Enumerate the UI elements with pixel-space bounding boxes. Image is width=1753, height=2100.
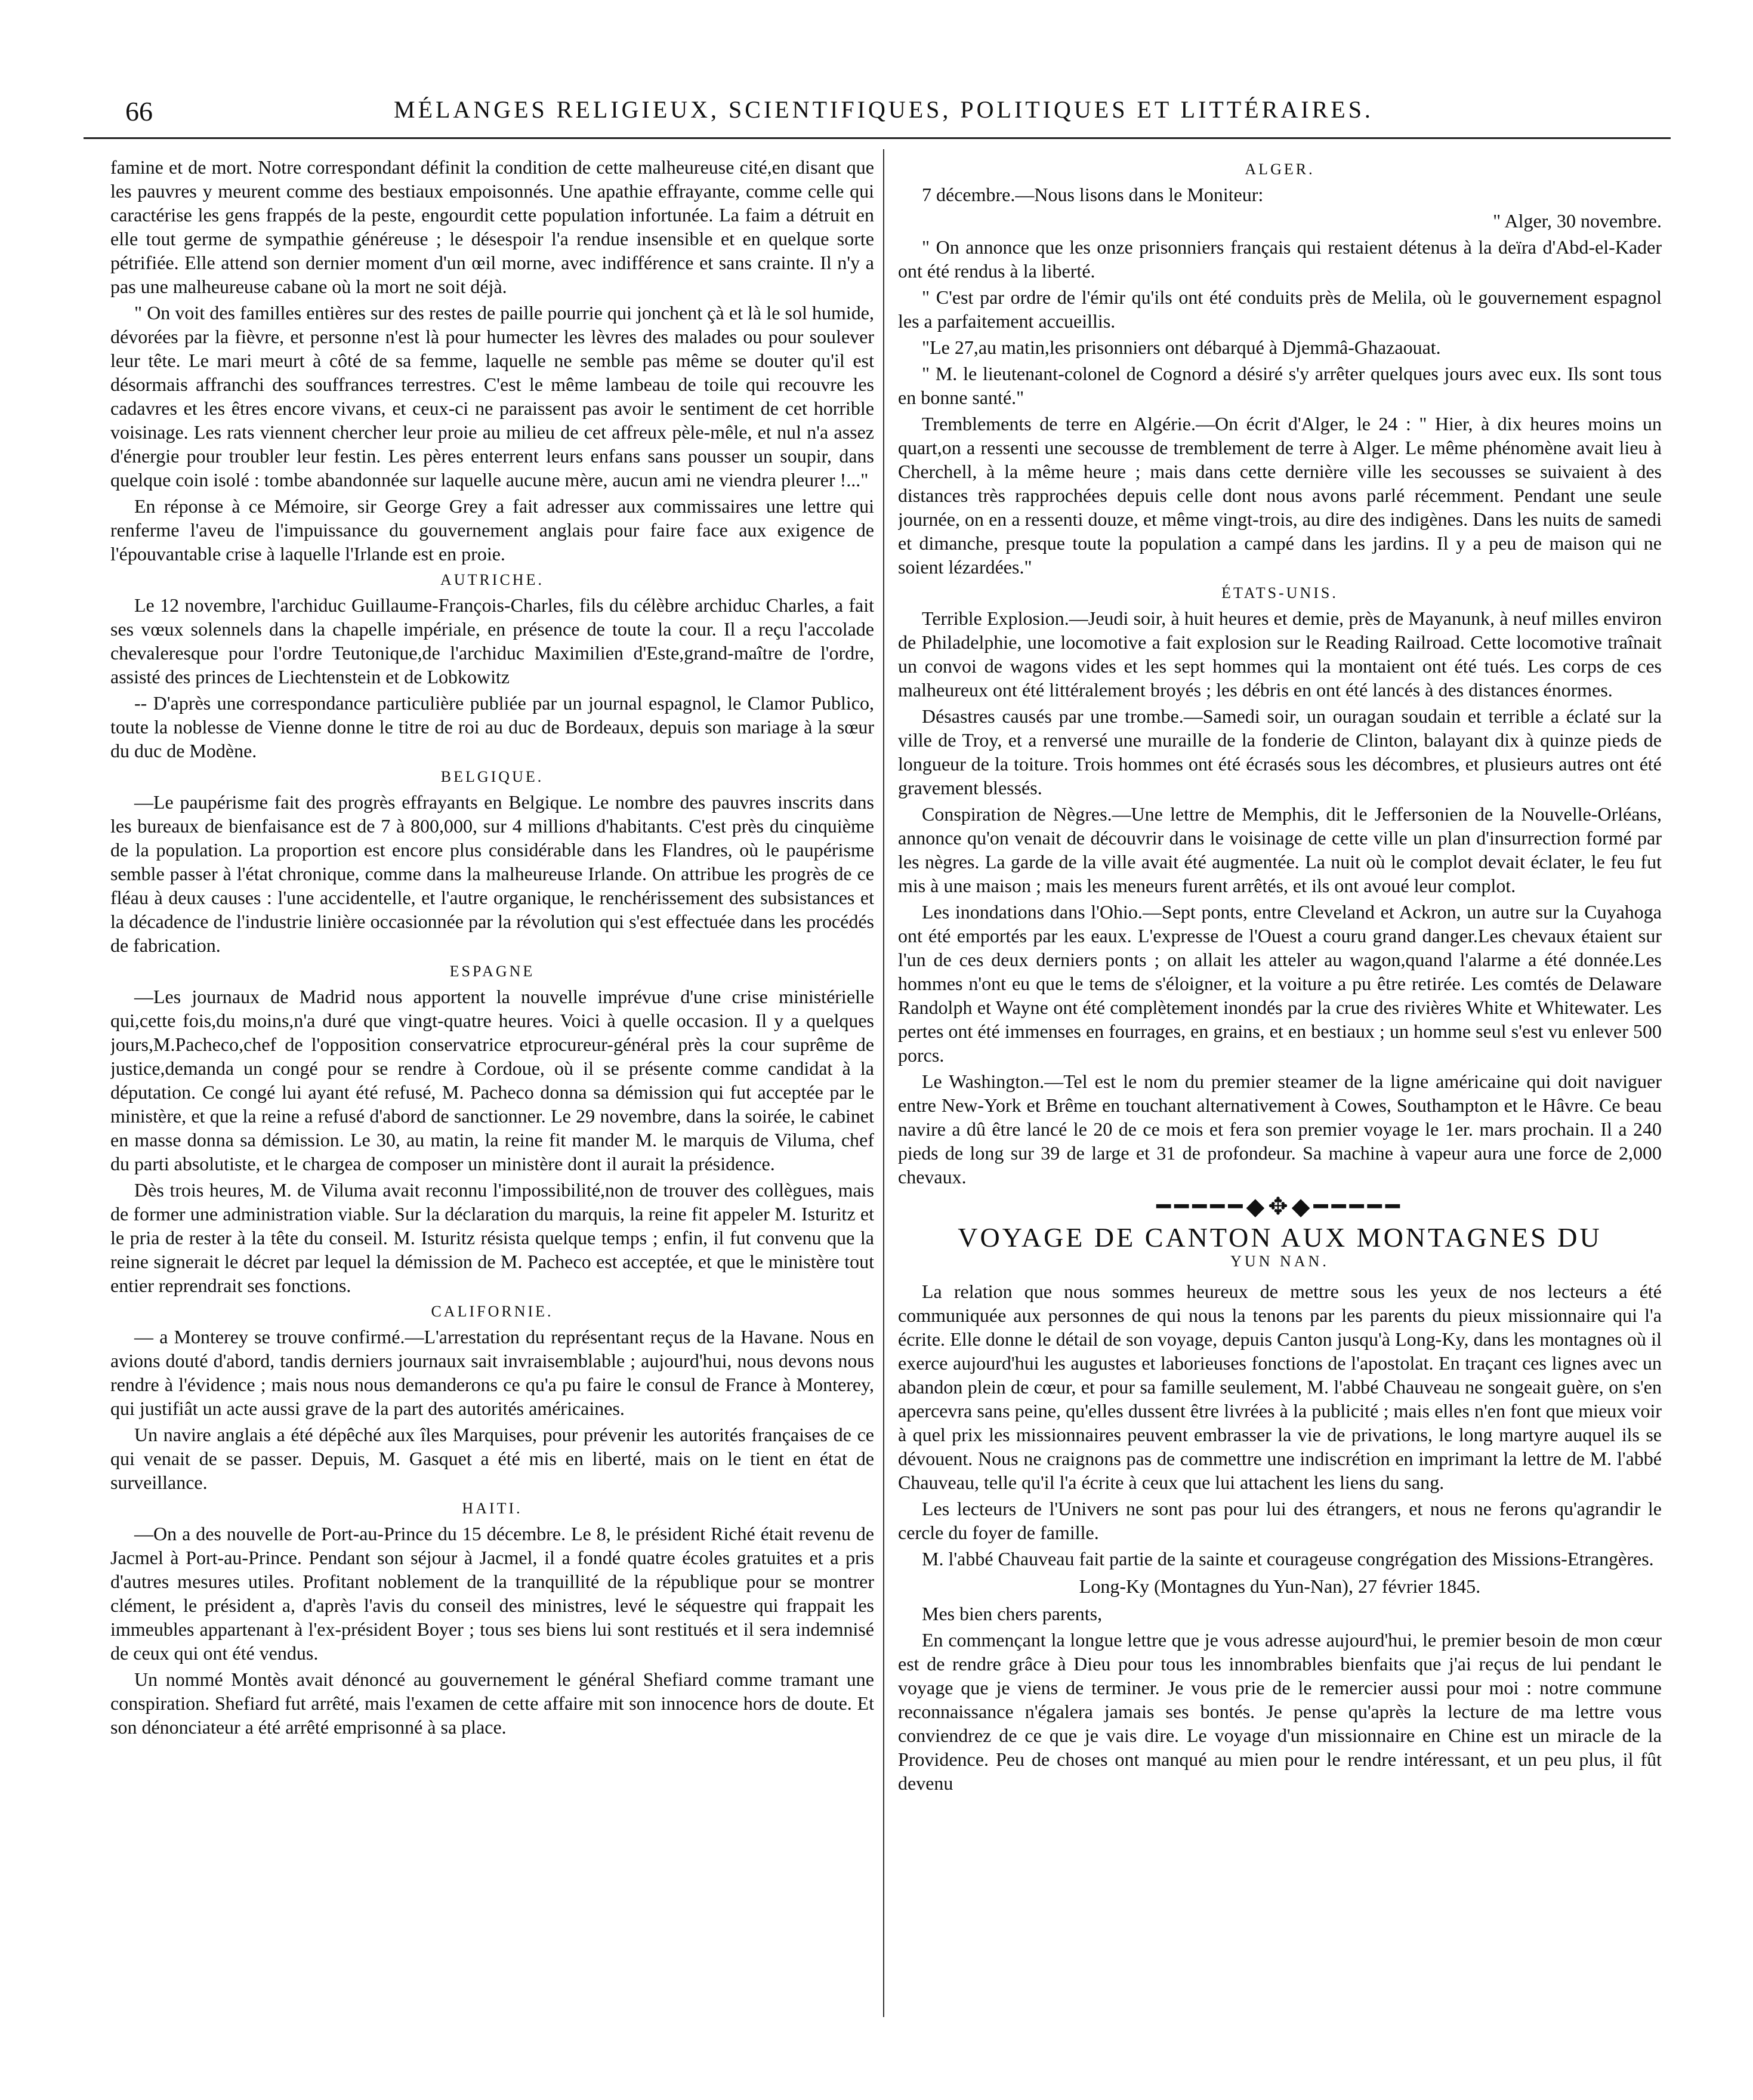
paragraph: " On annonce que les onze prisonniers français qui restaient détenus à la deïra d'Abd-el-Kader ont été rendus à la liberté. bbox=[898, 236, 1662, 282]
left-column bbox=[110, 155, 874, 2017]
paragraph: 7 décembre.—Nous lisons dans le Moniteur: bbox=[922, 184, 1264, 205]
paragraph: —On a des nouvelle de Port-au-Prince du 15 décembre. Le 8, le président Riché était revenu de Jacmel à Port-au-Prince. Pendant son séjour à Jacmel, il a fondé quatre écoles gratuites et a pris d'autres mesures utiles. Profitant noblement de la tranquillité de la république pour se montrer clément, le président a, d'après l'avis du conseil des ministres, levé le séquestre qui frappait les immeubles appartenant à l'ex-président Boyer ; tous ses biens lui sont restitués et il sera indemnisé de ceux qui ont été vendus. bbox=[110, 1523, 874, 1664]
paragraph: -- D'après une correspondance particulière publiée par un journal espagnol, le Clamor Publico, toute la noblesse de Vienne donne le titre de roi au duc de Bordeaux, depuis son mariage à la sœur du duc de Modène. bbox=[110, 692, 874, 761]
letter-dateline: Long-Ky (Montagnes du Yun-Nan), 27 février 1845. bbox=[1079, 1575, 1481, 1597]
paragraph: " On voit des familles entières sur des restes de paille pourrie qui jonchent çà et là le sol humide, dévorées par la fièvre, et personne n'est là pour humecter les lèvres des malades ou pour soulever leur tête. Le mari meurt à côté de sa femme, laquelle ne semble pas même se douter qu'il est désormais affranchi des souffrances terrestres. C'est le même lambeau de toile qui recouvre les cadavres et les êtres encore vivans, et ceux-ci ne paraissent pas avoir le sentiment de cet horrible voisinage. Les rats viennent chercher leur proie au milieu de cet affreux pèle-mêle, et nul n'a assez d'énergie pour troubler leur festin. Les pères enterrent leurs enfans sans pousser un soupir, dans quelque coin isolé : tombe abandonnée sur laquelle aucune mère, aucun ami ne viendra pleurer !..." bbox=[110, 302, 874, 491]
paragraph: Les lecteurs de l'Univers ne sont pas pour lui des étrangers, et nous ne ferons qu'agrandir le cercle du foyer de famille. bbox=[898, 1498, 1662, 1543]
paragraph: "Le 27,au matin,les prisonniers ont débarqué à Djemmâ-Ghazaouat. bbox=[922, 337, 1441, 358]
paragraph: " C'est par ordre de l'émir qu'ils ont été conduits près de Melila, où le gouvernement espagnol les a parfaitement accueillis. bbox=[898, 286, 1662, 332]
ornamental-divider: ━━━━━◆✥◆━━━━━ bbox=[1156, 1193, 1403, 1220]
paragraph: En réponse à ce Mémoire, sir George Grey a fait adresser aux commissaires une lettre qui renferme l'aveu de l'impuissance du gouvernement anglais pour faire face aux exigence de l'épouvantable crise à laquelle l'Irlande est en proie. bbox=[110, 495, 874, 565]
paragraph: famine et de mort. Notre correspondant définit la condition de cette malheureuse cité,en disant que les pauvres y meurent comme des bestiaux empoisonnés. Une apathie effrayante, comme celle qui caractérise les gens frappés de la peste, engourdit cette population infortunée. La faim a détruit en elle tout germe de sympathie généreuse ; le désespoir l'a rendue insensible et en quelque sorte pétrifiée. Elle attend son dernier moment d'un œil morne, avec indifférence et sans crainte. Il n'y a pas une malheureuse cabane où la mort ne soit déjà. bbox=[110, 156, 874, 297]
paragraph: " M. le lieutenant-colonel de Cognord a désiré s'y arrêter quelques jours avec eux. Ils sont tous en bonne santé." bbox=[898, 363, 1662, 408]
article-title: VOYAGE DE CANTON AUX MONTAGNES DU bbox=[958, 1222, 1602, 1253]
page-header bbox=[84, 90, 1671, 139]
section-heading: AUTRICHE. bbox=[440, 571, 544, 588]
section-heading: ÉTATS-UNIS. bbox=[1221, 584, 1338, 602]
paragraph: Les inondations dans l'Ohio.—Sept ponts, entre Cleveland et Ackron, un autre sur la Cuyahoga ont été emportés par les eaux. L'expresse de l'Ouest a couru grand danger.Les chevaux étaient sur l'un de ces deux derniers ponts ; on allait les atteler au wagon,quand l'alarme a été donnée.Les hommes n'ont eu que le tems de s'éloigner, et la voiture a pu être retirée. Les comtés de Delaware Randolph et Wayne ont été complètement inondés par la crue des rivières White et Whitewater. Les pertes ont été immenses en fourrages, en grains, et en bestiaux ; un homme seul s'est vu enlever 500 porcs. bbox=[898, 901, 1662, 1066]
paragraph: Un navire anglais a été dépêché aux îles Marquises, pour prévenir les autorités françaises de ce qui venait de se passer. Depuis, M. Gasquet a été mis en liberté, mais on le tient en état de surveillance. bbox=[110, 1424, 874, 1493]
paragraph: Terrible Explosion.—Jeudi soir, à huit heures et demie, près de Mayanunk, à neuf milles environ de Philadelphie, une locomotive a fait explosion sur le Reading Railroad. Cette locomotive traînait un convoi de wagons vides et les sept hommes qui la montaient ont été tués. Les corps de ces malheureux ont été littéralement broyés ; les débris en ont été lancés à des distances énormes. bbox=[898, 608, 1662, 701]
section-heading: BELGIQUE. bbox=[440, 768, 544, 785]
paragraph: Dès trois heures, M. de Viluma avait reconnu l'impossibilité,non de trouver des collègues, mais de former une administration viable. Sur la déclaration du marquis, la reine fit appeler M. Isturitz et le pria de rester à la tête du conseil. M. Isturitz résista quelque temps ; enfin, il fut convenu que la reine signerait le décret par lequel la démission de M. Pacheco est acceptée, et que le ministère tout entier reprendrait ses fonctions. bbox=[110, 1179, 874, 1296]
running-title: MÉLANGES RELIGIEUX, SCIENTIFIQUES, POLITIQUES ET LITTÉRAIRES. bbox=[394, 96, 1374, 123]
section-heading: HAITI. bbox=[462, 1500, 523, 1517]
paragraph: M. l'abbé Chauveau fait partie de la sainte et courageuse congrégation des Missions-Etrangères. bbox=[922, 1548, 1654, 1569]
section-heading: ALGER. bbox=[1245, 161, 1315, 178]
paragraph: Le Washington.—Tel est le nom du premier steamer de la ligne américaine qui doit naviguer entre New-York et Brême en touchant alternativement à Cowes, Southampton et le Hâvre. Ce beau navire a dû être lancé le 20 de ce mois et fera son premier voyage le 1er. mars prochain. Il a 240 pieds de long sur 39 de large et 31 de profondeur. Sa machine à vapeur aura une force de 2,000 chevaux. bbox=[898, 1071, 1662, 1188]
newspaper-page bbox=[84, 90, 1671, 2029]
paragraph: Désastres causés par une trombe.—Samedi soir, un ouragan soudain et terrible a éclaté sur la ville de Troy, et a renversé une muraille de la fonderie de Clinton, balayant dix à quinze pieds de longueur de la toiture. Trois hommes ont été écrasés sous les décombres, et plusieurs autres ont été gravement blessés. bbox=[898, 705, 1662, 798]
paragraph: La relation que nous sommes heureux de mettre sous les yeux de nos lecteurs a été communiquée aux personnes de qui nous la tenons par les parents du pieux missionnaire qui l'a écrite. Elle donne le détail de son voyage, depuis Canton jusqu'à Long-Ky, dans les montagnes où il exerce aujourd'hui les augustes et laborieuses fonctions de l'apostolat. En traçant ces lignes avec un abandon plein de cœur, et pour sa famille seulement, M. l'abbé Chauveau ne songeait guère, on s'en apercevra sans peine, qu'elles dussent être livrées à la publicité ; mais elles n'en font que mieux voir à quel prix les missionnaires peuvent embrasser la vie de privations, le long martyre auquel ils se dévouent. Nous ne craignons pas de commettre une indiscrétion en imprimant la lettre de M. l'abbé Chauveau, telle qu'il l'a écrite à ceux que lui attachent les liens du sang. bbox=[898, 1281, 1662, 1493]
paragraph: Tremblements de terre en Algérie.—On écrit d'Alger, le 24 : " Hier, à dix heures moins un quart,on a ressenti une secousse de tremblement de terre à Alger. Le même phénomène avait lieu à Cherchell, à la même heure ; mais dans cette dernière ville les secousses se suivaient à des distances très rapprochées depuis celle dont nous avons parlé récemment. Pendant une seule journée, on en a ressenti douze, et même vingt-trois, au dire des indigènes. Dans les nuits de samedi et dimanche, presque toute la population a campé dans les jardins. Il y a peu de maison qui ne soient lézardées." bbox=[898, 413, 1662, 578]
paragraph: Le 12 novembre, l'archiduc Guillaume-François-Charles, fils du célèbre archiduc Charles, a fait ses vœux solennels dans la chapelle impériale, en présence de toute la cour. Il a reçu l'accolade chevaleresque pour l'ordre Teutonique,de l'archiduc Maximilien d'Este,grand-maître de l'ordre, assisté des princes de Liechtenstein et de Lobkowitz bbox=[110, 594, 874, 687]
letter-salutation: Mes bien chers parents, bbox=[922, 1603, 1103, 1624]
page-number: 66 bbox=[125, 96, 153, 127]
quote-dateline: " Alger, 30 novembre. bbox=[1493, 210, 1662, 232]
paragraph: — a Monterey se trouve confirmé.—L'arrestation du représentant reçus de la Havane. Nous en avions douté d'abord, tandis derniers journaux sait invraisemblable ; aujourd'hui, nous devons nous rendre à l'évidence ; mais nous nous demanderons ce qu'a pu faire le consul de France à Monterey, qui justifiât un acte aussi grave de la part des autorités américaines. bbox=[110, 1326, 874, 1419]
paragraph: Conspiration de Nègres.—Une lettre de Memphis, dit le Jeffersonien de la Nouvelle-Orléans, annonce qu'on venait de découvrir dans le voisinage de cette ville un plan d'insurrection formé par les nègres. La garde de la ville avait été augmentée. La nuit où le complot devait éclater, le feu fut mis à une maison ; mais les meneurs furent arrêtés, et ils ont avoué leur complot. bbox=[898, 803, 1662, 896]
article-subtitle: YUN NAN. bbox=[1230, 1253, 1329, 1270]
paragraph: Un nommé Montès avait dénoncé au gouvernement le général Shefiard comme tramant une conspiration. Shefiard fut arrêté, mais l'examen de cette affaire mit son innocence hors de doute. Et son dénonciateur a été arrêté emprisonné à sa place. bbox=[110, 1669, 874, 1738]
paragraph: —Les journaux de Madrid nous apportent la nouvelle imprévue d'une crise ministérielle qui,cette fois,du moins,n'a duré que vingt-quatre heures. Voici à quelle occasion. Il y a quelques jours,M.Pacheco,chef de l'opposition conservatrice etprocureur-général près la cour suprême de justice,demanda un congé pour se rendre à Cordoue, où il se présente comme candidat à la députation. Ce congé lui ayant été refusé, M. Pacheco donna sa démission qui fut acceptée par le ministère, et que la reine a refusé d'abord de sanctionner. Le 29 novembre, dans la soirée, le cabinet en masse donna sa démission. Le 30, au matin, la reine fit mander M. le marquis de Viluma, chef du parti absolutiste, et le chargea de composer un ministère dont il aurait la présidence. bbox=[110, 986, 874, 1174]
section-heading: ESPAGNE bbox=[449, 963, 535, 980]
paragraph: —Le paupérisme fait des progrès effrayants en Belgique. Le nombre des pauvres inscrits dans les bureaux de bienfaisance est de 7 à 800,000, sur 4 millions d'habitants. C'est près du cinquième de la population. La proportion est encore plus considérable dans les Flandres, où le paupérisme semble passer à l'état chronique, comme dans la malheureuse Irlande. On attribue les progrès de ce fléau à deux causes : l'une accidentelle, et l'autre organique, le renchérissement des subsistances et la décadence de l'industrie linière occasionnée par la révolution qui s'est effectuée dans les procédés de fabrication. bbox=[110, 791, 874, 956]
paragraph: En commençant la longue lettre que je vous adresse aujourd'hui, le premier besoin de mon cœur est de rendre grâce à Dieu pour tous les innombrables bienfaits que j'ai reçus de lui pendant le voyage que je viens de terminer. Je vous prie de le remercier aussi pour moi : notre commune reconnaissance n'égalera jamais ses bontés. Je pense qu'après la lecture de ma lettre vous conviendrez de ce que je vais dire. Le voyage d'un missionnaire en Chine est un miracle de la Providence. Peu de choses ont manqué au mien pour le rendre intéressant, et un peu plus, il fût devenu bbox=[898, 1629, 1662, 1794]
right-column bbox=[898, 155, 1662, 2017]
column-divider bbox=[883, 149, 884, 2017]
section-heading: CALIFORNIE. bbox=[431, 1303, 554, 1320]
